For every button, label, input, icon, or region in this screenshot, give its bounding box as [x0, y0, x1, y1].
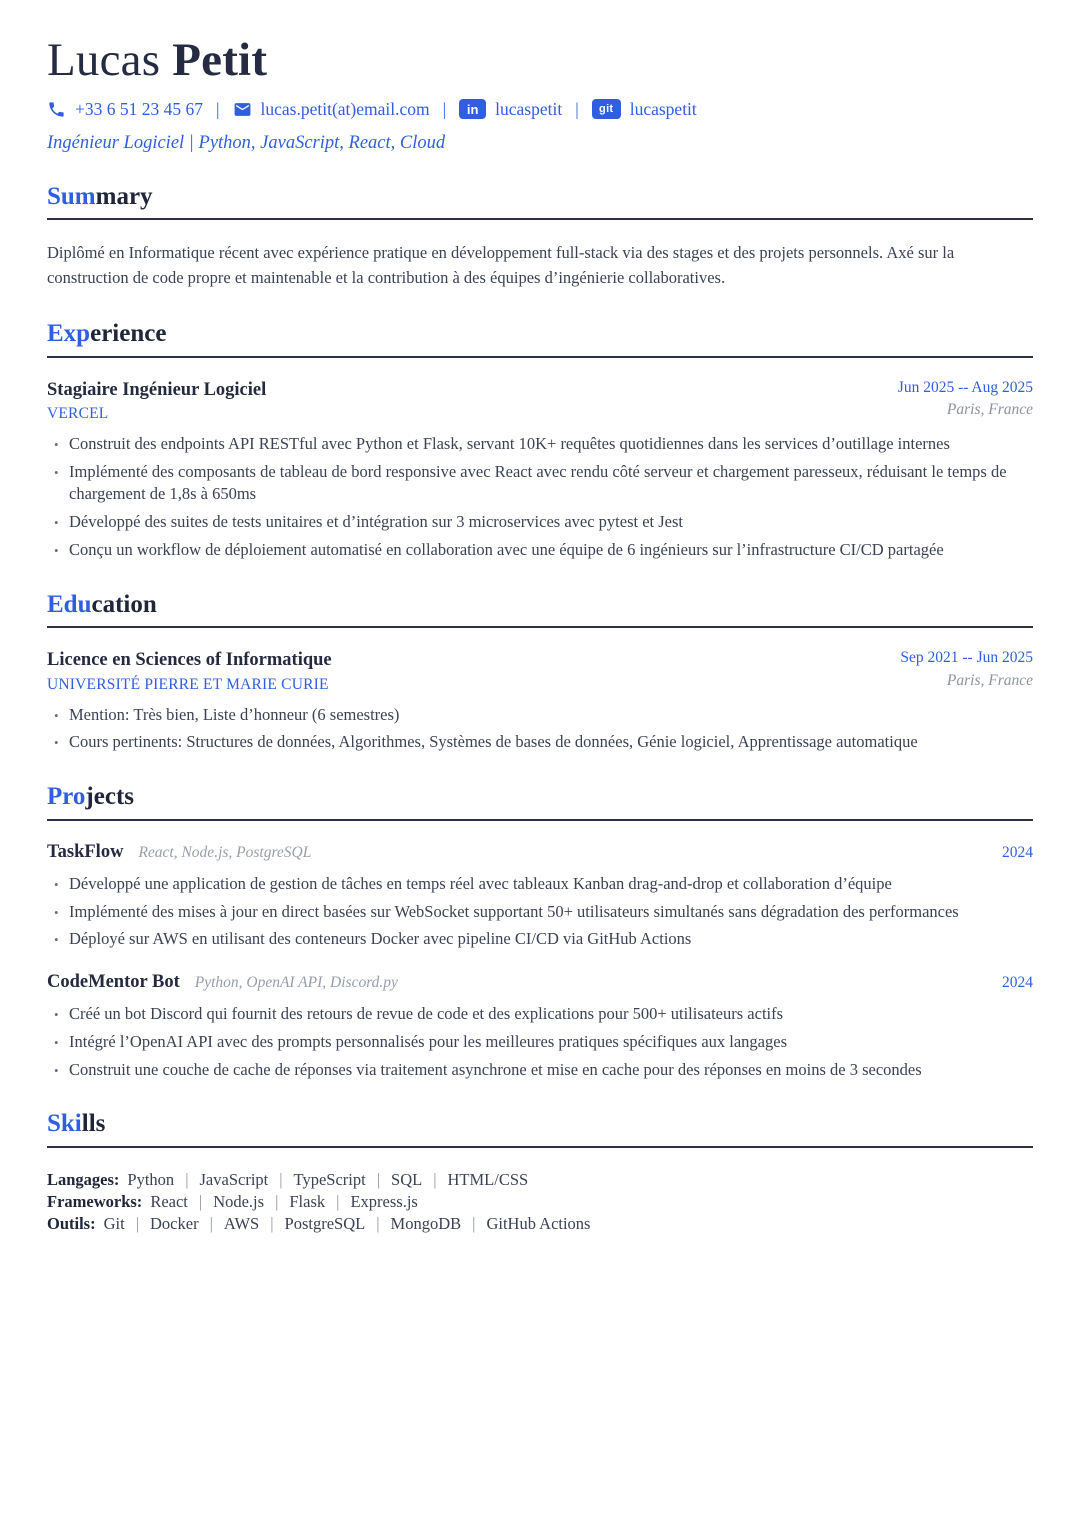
section-title-experience [47, 320, 1033, 358]
linkedin-icon: in [459, 99, 486, 119]
experience-entry-right [898, 379, 1033, 420]
bullet-item: • Déployé sur AWS en utilisant des conteneurs Docker avec pipeline CI/CD via GitHub Actions [53, 928, 1033, 951]
degree-title: Licence en Sciences of Informatique [47, 650, 332, 671]
section-title-accent: Edu [47, 590, 92, 618]
skill-item: | GitHub Actions [461, 1214, 590, 1233]
experience-entry-left [47, 379, 266, 423]
bullet-item: • Implémenté des composants de tableau de bord responsive avec React avec rendu côté serveur et chargement paresseux, réduisant le temps de chargement de 1,8s à 650ms [53, 461, 1033, 507]
bullet-item: • Créé un bot Discord qui fournit des retours de revue de code et des explications pour 500+ utilisateurs actifs [53, 1003, 1033, 1026]
bullet-item: • Mention: Très bien, Liste d’honneur (6 semestres) [53, 704, 1033, 727]
project-entry-header [47, 972, 1033, 993]
education-location: Paris, France [946, 671, 1033, 689]
experience-bullets [47, 433, 1033, 562]
email-address: lucas.petit(at)email.com [260, 98, 430, 119]
bullet-item: • Développé des suites de tests unitaires et d’intégration sur 3 microservices avec pytest et Jest [53, 511, 1033, 534]
project-year: 2024 [1002, 843, 1033, 861]
job-title: Stagiaire Ingénieur Logiciel [47, 379, 267, 400]
school-name: UNIVERSITÉ PIERRE ET MARIE CURIE [47, 675, 329, 693]
tagline: Ingénieur Logiciel | Python, JavaScript, React, Cloud [47, 132, 446, 153]
job-dates: Jun 2025 -- Aug 2025 [897, 378, 1033, 396]
contact-bar [47, 99, 1033, 120]
bullet-item: • Construit une couche de cache de réponses via traitement asynchrone et mise en cache pour des réponses en moins de 3 secondes [53, 1059, 1033, 1082]
education-dates: Sep 2021 -- Jun 2025 [900, 649, 1033, 667]
bullet-item: • Implémenté des mises à jour en direct basées sur WebSocket supportant 50+ utilisateurs simultanés sans dégradation des performances [53, 901, 1033, 924]
skill-item: Git [103, 1213, 125, 1233]
project-entry-left [47, 842, 311, 863]
project-name: TaskFlow [47, 841, 124, 862]
section-title-accent: Ski [47, 1110, 82, 1138]
education-entry-left [47, 649, 332, 693]
section-title-skills [47, 1110, 1033, 1148]
section-title-rest: jects [85, 783, 134, 811]
skill-items [104, 1214, 591, 1233]
skill-label: Outils: [47, 1213, 96, 1233]
skill-item: | Node.js [188, 1192, 264, 1211]
project-year: 2024 [1002, 974, 1033, 992]
skill-item: Python [127, 1170, 175, 1190]
skill-items [150, 1192, 418, 1211]
section-title-rest: cation [91, 590, 157, 618]
contact-separator: | [442, 98, 447, 119]
skill-label: Langages: [47, 1170, 120, 1190]
github-link[interactable] [592, 99, 697, 120]
project-stack: Python, OpenAI API, Discord.py [194, 974, 398, 992]
skill-item: | MongoDB [365, 1214, 461, 1233]
person-name [47, 34, 1033, 87]
education-entry-header [47, 649, 1033, 693]
section-title-rest: lls [81, 1110, 106, 1138]
bullet-item: • Développé une application de gestion de tâches en temps réel avec tableaux Kanban drag-and-drop et collaboration d’équipe [53, 873, 1033, 896]
skill-item: | AWS [199, 1214, 260, 1233]
skill-item: | SQL [366, 1170, 422, 1189]
experience-entry-header [47, 379, 1033, 423]
project-entry [47, 972, 1033, 1081]
skill-row-languages [47, 1169, 1033, 1191]
summary-text: Diplômé en Informatique récent avec expérience pratique en développement full-stack via des stages et des projets personnels. Axé sur la construction de code propre et maintenable et la contribution à des équipes d’ingénierie collaboratives. [47, 243, 955, 288]
skill-label: Frameworks: [47, 1191, 143, 1211]
company-name: VERCEL [47, 404, 109, 422]
project-entry-left [47, 972, 398, 993]
bullet-item: • Conçu un workflow de déploiement automatisé en collaboration avec une équipe de 6 ingénieurs sur l’infrastructure CI/CD partagée [53, 539, 1033, 562]
linkedin-link[interactable] [459, 99, 562, 120]
skill-items [127, 1170, 528, 1189]
section-title-accent: Sum [47, 182, 96, 210]
email-link[interactable] [233, 99, 430, 120]
skill-item: | Flask [264, 1192, 325, 1211]
skill-item: React [150, 1191, 188, 1211]
project-entry-header [47, 842, 1033, 863]
phone-link[interactable] [47, 99, 203, 120]
project-stack: React, Node.js, PostgreSQL [138, 843, 312, 861]
section-title-rest: erience [90, 319, 167, 347]
project-bullets [47, 1003, 1033, 1081]
education-entry-right [900, 649, 1033, 690]
skills-block [47, 1169, 1033, 1234]
skill-item: | Docker [125, 1214, 199, 1233]
project-name: CodeMentor Bot [47, 972, 180, 993]
experience-entry [47, 379, 1033, 562]
section-title-education [47, 591, 1033, 629]
education-entry [47, 649, 1033, 754]
envelope-icon [233, 100, 252, 119]
phone-number: +33 6 51 23 45 67 [75, 98, 203, 119]
phone-icon [47, 100, 66, 119]
bullet-item: • Construit des endpoints API RESTful avec Python et Flask, servant 10K+ requêtes quotidiennes dans les services d’outillage internes [53, 433, 1033, 456]
skill-row-frameworks [47, 1191, 1033, 1213]
skill-item: | HTML/CSS [422, 1170, 528, 1189]
contact-separator: | [216, 98, 220, 119]
skill-item: | PostgreSQL [259, 1214, 365, 1233]
section-title-projects [47, 783, 1033, 821]
section-title-rest: mary [95, 182, 153, 210]
bullet-item: • Intégré l’OpenAI API avec des prompts personnalisés pour les meilleures pratiques spécifiques aux langages [53, 1031, 1033, 1054]
last-name: Petit [172, 34, 268, 86]
skill-row-tools [47, 1213, 1033, 1235]
project-entry [47, 842, 1033, 951]
education-bullets [47, 704, 1033, 755]
github-handle: lucaspetit [629, 98, 697, 119]
skill-item: | Express.js [325, 1192, 418, 1211]
section-title-summary [47, 183, 1033, 221]
linkedin-handle: lucaspetit [495, 98, 563, 119]
section-title-accent: Pro [47, 783, 86, 811]
contact-separator: | [575, 98, 579, 119]
github-icon: git [592, 99, 621, 119]
section-title-accent: Exp [47, 319, 91, 347]
job-location: Paris, France [946, 401, 1033, 419]
skill-item: | JavaScript [174, 1170, 268, 1189]
skill-item: | TypeScript [268, 1170, 365, 1189]
project-bullets [47, 873, 1033, 951]
first-name: Lucas [47, 34, 161, 86]
bullet-item: • Cours pertinents: Structures de données, Algorithmes, Systèmes de bases de données, Génie logiciel, Apprentissage automatique [53, 731, 1033, 754]
